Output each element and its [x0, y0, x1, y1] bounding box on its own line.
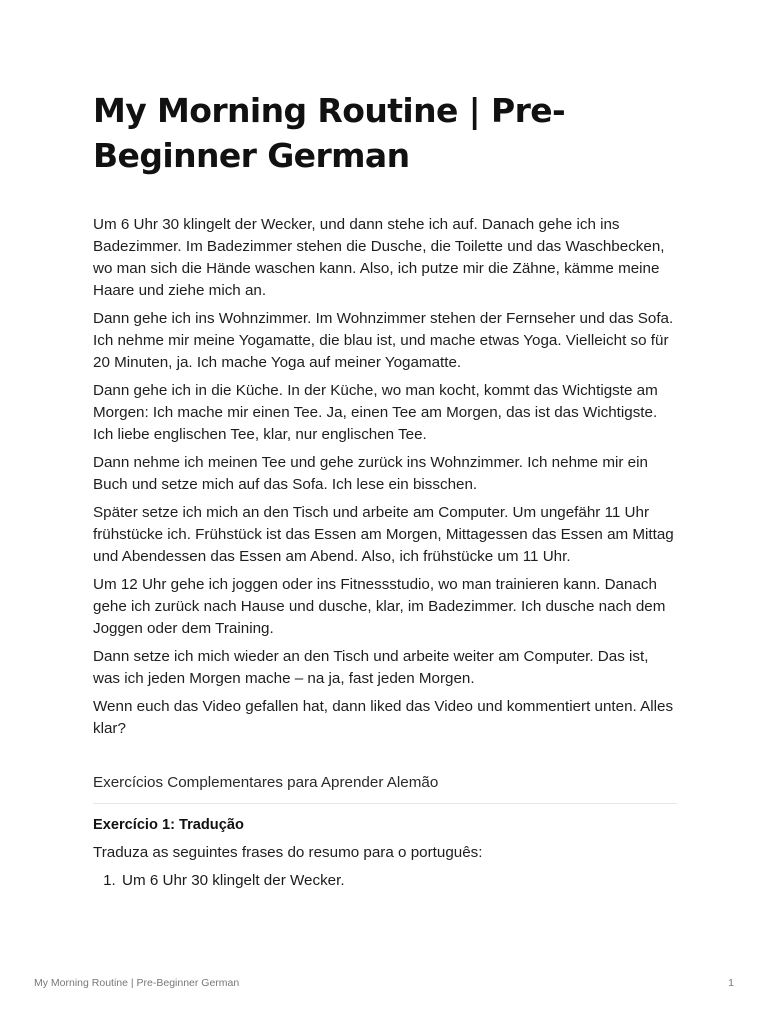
- exercise-instruction: Traduza as seguintes frases do resumo para o português:: [93, 844, 483, 861]
- footer-title: My Morning Routine | Pre-Beginner German: [34, 977, 240, 989]
- paragraph-3: Dann gehe ich in die Küche. In der Küche, wo man kocht, kommt das Wichtigste am Morgen: Ich mache mir einen Tee. Ja, einen Tee am Morgen, das ist das Wichtigste. Ich liebe englischen Tee, klar, nur englischen Tee.: [93, 382, 658, 443]
- document-title: My Morning Routine | Pre-Beginner German: [93, 91, 566, 175]
- paragraph-8: Wenn euch das Video gefallen hat, dann liked das Video und kommentiert unten. Alles klar?: [93, 698, 674, 737]
- footer-page-number: 1: [728, 977, 734, 989]
- paragraph-6: Um 12 Uhr gehe ich joggen oder ins Fitnessstudio, wo man trainieren kann. Danach gehe ich zurück nach Hause und dusche, klar, im Badezimmer. Ich dusche nach dem Joggen oder dem Training.: [93, 576, 666, 637]
- document-page: [93, 88, 677, 892]
- section-label: Exercícios Complementares para Aprender Alemão: [93, 774, 439, 791]
- exercise-list: [93, 870, 677, 892]
- paragraph-5: Später setze ich mich an den Tisch und arbeite am Computer. Um ungefähr 11 Uhr frühstücke ich. Frühstück ist das Essen am Morgen, Mittagessen das Essen am Mittag und Abendessen das Essen am Abend. Also, ich frühstücke um 11 Uhr.: [93, 504, 674, 565]
- paragraph-7: Dann setze ich mich wieder an den Tisch und arbeite weiter am Computer. Das ist, was ich jeden Morgen mache – na ja, fast jeden Morgen.: [93, 648, 649, 687]
- section-divider: [93, 803, 677, 804]
- exercise-item: 1. Um 6 Uhr 30 klingelt der Wecker.: [120, 870, 677, 892]
- paragraph-4: Dann nehme ich meinen Tee und gehe zurück ins Wohnzimmer. Ich nehme mir ein Buch und setze mich auf das Sofa. Ich lese ein bisschen.: [93, 454, 648, 493]
- paragraph-1: Um 6 Uhr 30 klingelt der Wecker, und dann stehe ich auf. Danach gehe ich ins Badezimmer. Im Badezimmer stehen die Dusche, die Toilette und das Waschbecken, wo man sich die Hände waschen kann. Also, ich putze mir die Zähne, kämme meine Haare und ziehe mich an.: [93, 216, 665, 299]
- paragraph-2: Dann gehe ich ins Wohnzimmer. Im Wohnzimmer stehen der Fernseher und das Sofa. Ich nehme mir meine Yogamatte, die blau ist, und mache etwas Yoga. Vielleicht so für 20 Minuten, ja. Ich mache Yoga auf meiner Yogamatte.: [93, 310, 674, 371]
- exercise-title: Exercício 1: Tradução: [93, 817, 244, 833]
